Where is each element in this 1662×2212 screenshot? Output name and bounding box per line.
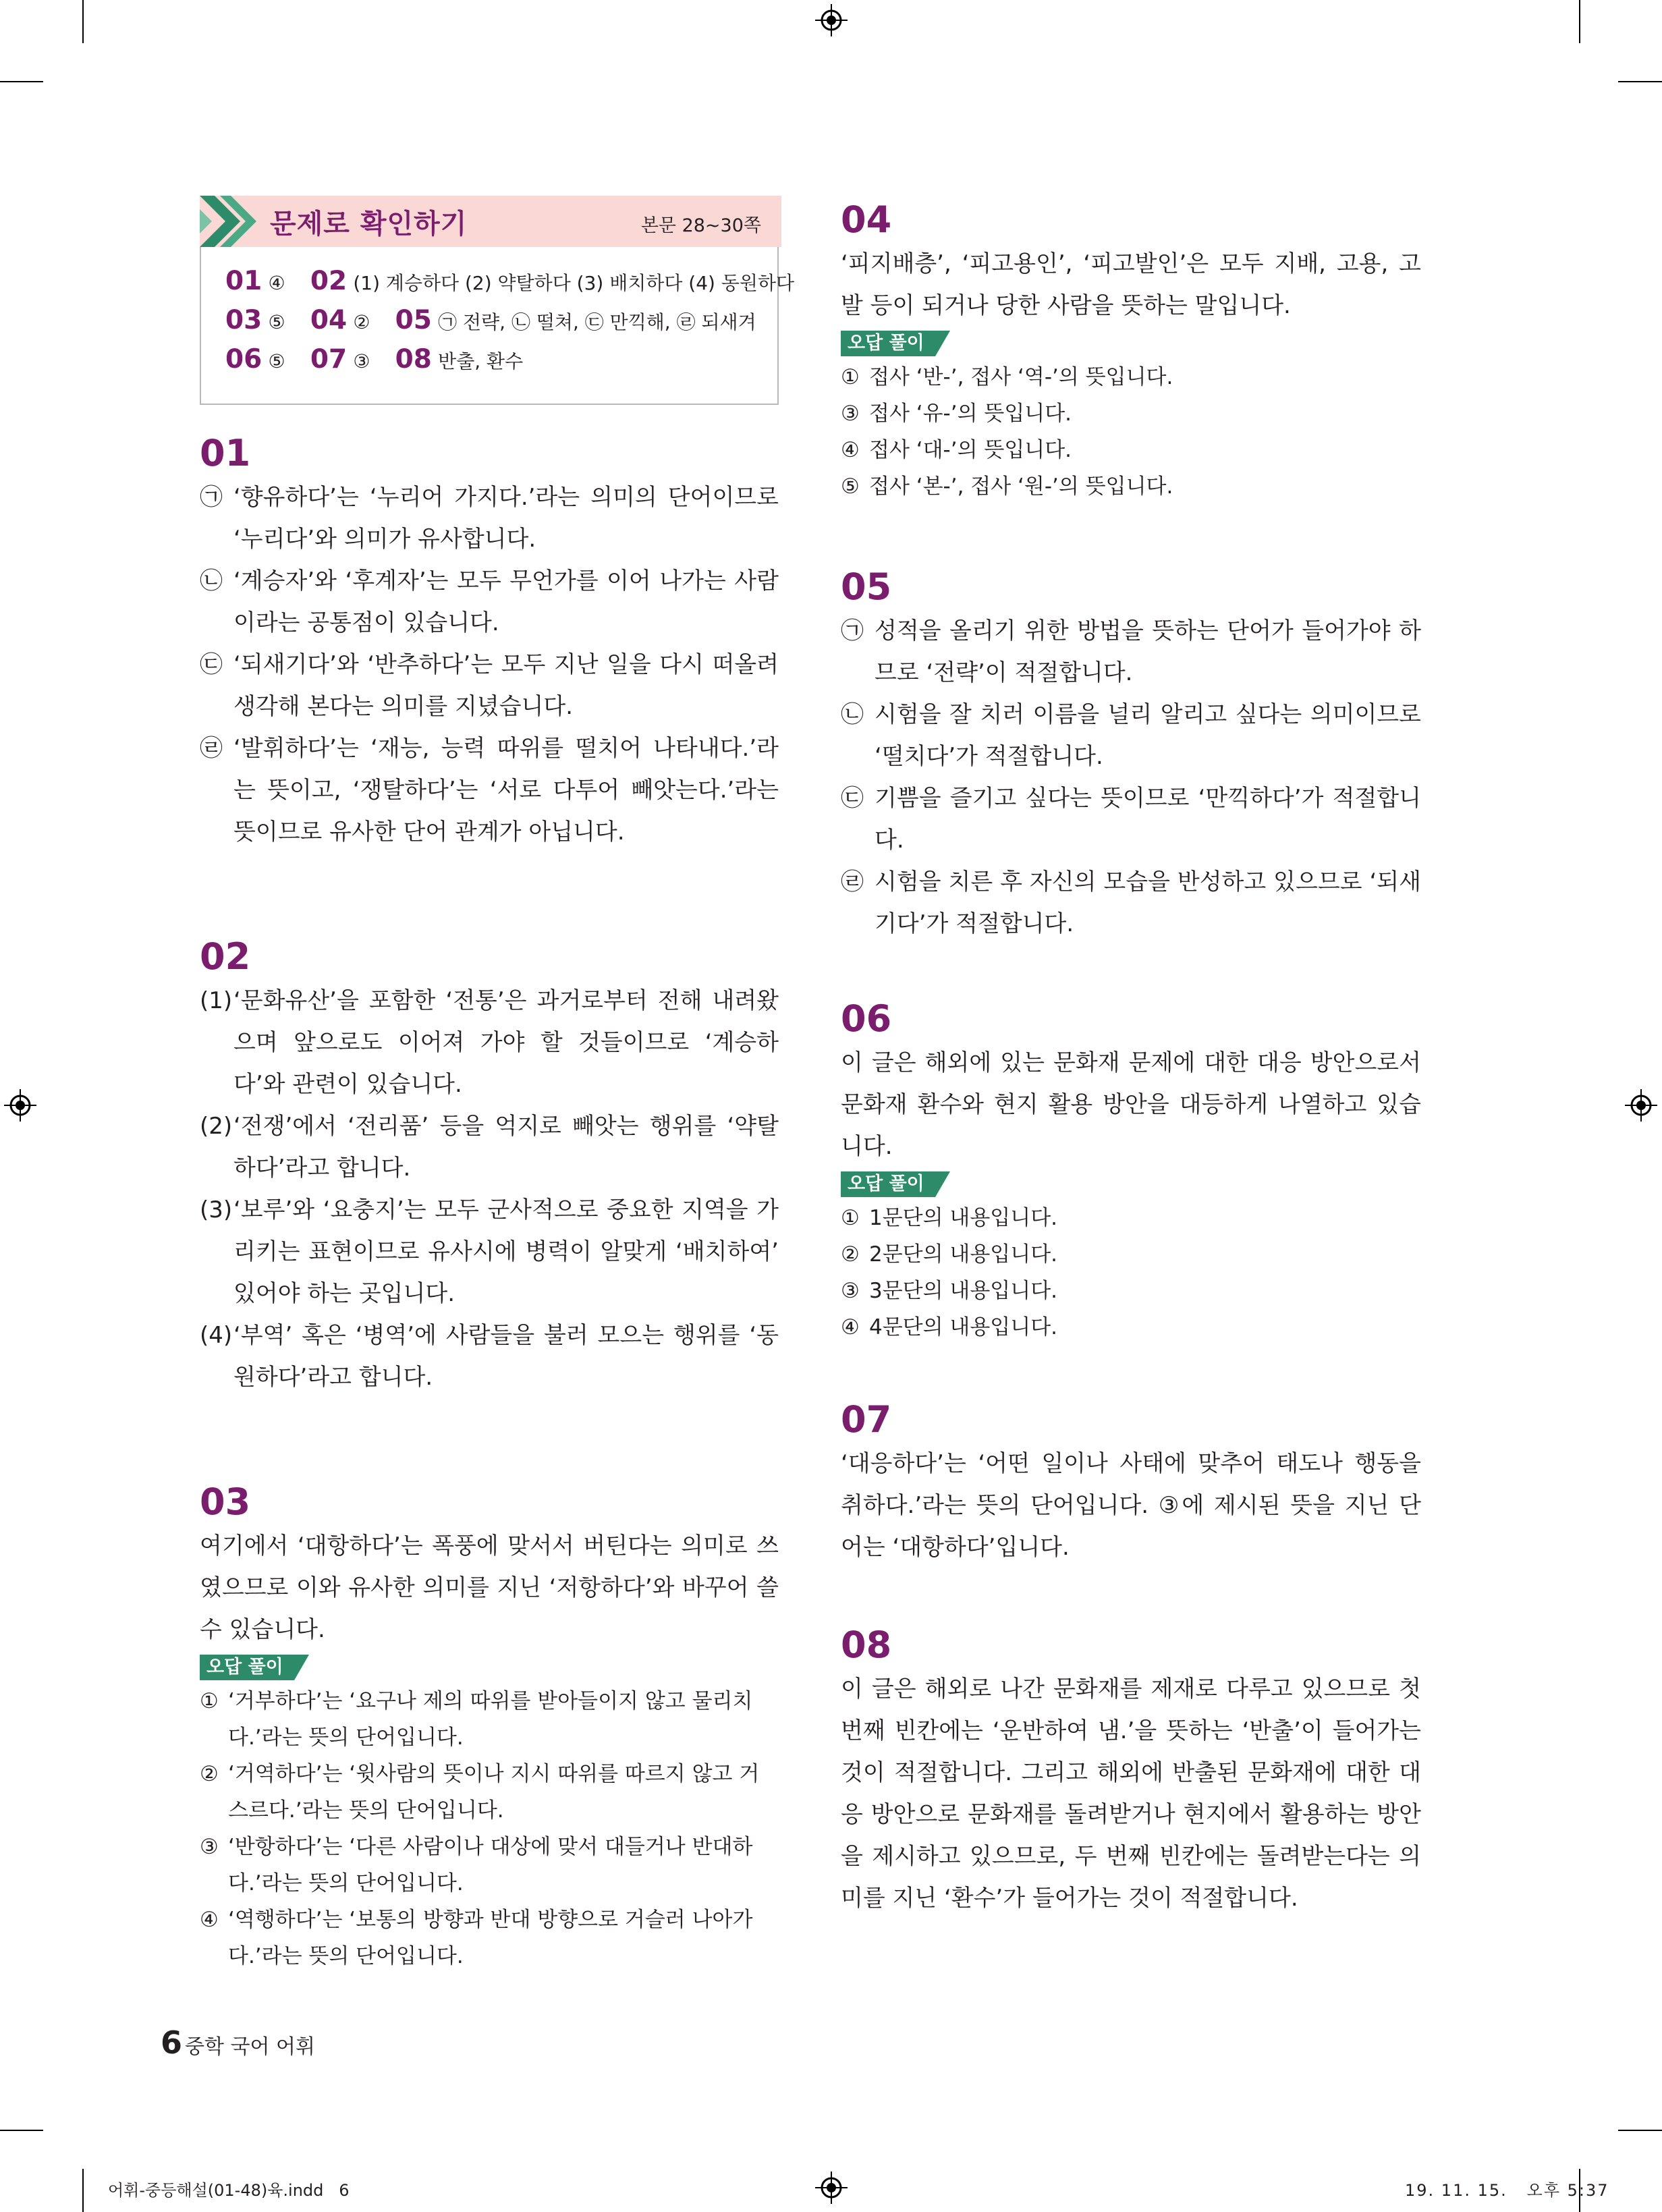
- explanation-text: ‘대응하다’는 ‘어떤 일이나 사태에 맞추어 태도나 행동을 취하다.’라는 뜻의 단어입니다. ③에 제시된 뜻을 지닌 단어는 ‘대항하다’입니다.: [841, 1450, 1421, 1561]
- item-marker: ㉢: [200, 651, 223, 678]
- answer-text: ⑤: [268, 350, 285, 372]
- question-number: 08: [841, 1624, 892, 1666]
- wrong-answer-item: [841, 395, 1421, 432]
- wrong-answer-item: [841, 1273, 1421, 1309]
- item-text: ‘역행하다’는 ‘보통의 방향과 반대 방향으로 거슬러 나아가다.’라는 뜻의 단어입니다.: [228, 1908, 753, 1968]
- summary-line: [225, 305, 813, 344]
- item-text: ‘향유하다’는 ‘누리어 가지다.’라는 의미의 단어이므로 ‘누리다’와 의미가 유사합니다.: [233, 484, 779, 553]
- answer-number: 05: [395, 305, 432, 335]
- item-text: ‘반항하다’는 ‘다른 사람이나 대상에 맞서 대들거나 반대하다.’라는 뜻의 단어입니다.: [228, 1835, 753, 1896]
- item-text: 접사 ‘반-’, 접사 ‘역-’의 뜻입니다.: [869, 365, 1173, 389]
- item-marker: ②: [200, 1762, 219, 1786]
- summary-answer: [225, 344, 285, 375]
- item-marker: ①: [841, 365, 860, 389]
- file-slug: 어휘-중등해설(01-48)육.indd 6: [108, 2181, 350, 2200]
- registration-mark-icon: [815, 4, 848, 36]
- item-text: ‘부역’ 혹은 ‘병역’에 사람들을 불러 모으는 행위를 ‘동원하다’라고 합니다.: [233, 1322, 779, 1391]
- summary-page-ref: 본문 28~30쪽: [640, 215, 761, 236]
- left-column: [200, 196, 795, 1974]
- item-marker: (4): [200, 1322, 233, 1349]
- item-marker: (3): [200, 1196, 233, 1223]
- question-number: 06: [841, 997, 892, 1040]
- answer-summary-box: [200, 196, 795, 405]
- item-text: 1문단의 내용입니다.: [869, 1206, 1057, 1230]
- crop-mark: [0, 81, 43, 82]
- registration-mark-icon: [1625, 1089, 1657, 1122]
- answer-number: 01: [225, 266, 262, 296]
- answer-number: 03: [225, 305, 262, 335]
- question-number: 01: [200, 432, 251, 474]
- summary-line: [225, 266, 813, 305]
- answer-text: 반출, 환수: [438, 350, 524, 372]
- item-text: ‘거부하다’는 ‘요구나 제의 따위를 받아들이지 않고 물리치다.’라는 뜻의 단어입니다.: [228, 1689, 753, 1750]
- explanation-item: [841, 610, 1421, 694]
- item-text: 접사 ‘유-’의 뜻입니다.: [869, 402, 1072, 426]
- summary-answer: [395, 344, 524, 375]
- crop-mark: [1618, 81, 1662, 82]
- item-text: ‘되새기다’와 ‘반추하다’는 모두 지난 일을 다시 떠올려 생각해 본다는 의미를 지녔습니다.: [233, 651, 779, 720]
- item-marker: ㉣: [200, 735, 223, 762]
- item-text: ‘문화유산’을 포함한 ‘전통’은 과거로부터 전해 내려왔으며 앞으로도 이어져 가야 할 것들이므로 ‘계승하다’와 관련이 있습니다.: [233, 987, 779, 1098]
- question-05: [841, 567, 1421, 945]
- explanation-text: 여기에서 ‘대항하다’는 폭풍에 맞서서 버틴다는 의미로 쓰였으므로 이와 유사한 의미를 지닌 ‘저항하다’와 바꾸어 쓸 수 있습니다.: [200, 1532, 779, 1643]
- page-number: 6: [161, 2024, 183, 2061]
- explanation-text: 이 글은 해외에 있는 문화재 문제에 대한 대응 방안으로서 문화재 환수와 현지 활용 방안을 대등하게 나열하고 있습니다.: [841, 1049, 1421, 1160]
- summary-answer: [225, 266, 285, 296]
- item-text: 성적을 올리기 위한 방법을 뜻하는 단어가 들어가야 하므로 ‘전략’이 적절합니다.: [875, 617, 1421, 686]
- wrong-answer-item: [200, 1756, 779, 1829]
- summary-answer: [395, 305, 756, 335]
- timestamp-slug: 19. 11. 15. 오후 5:37: [1405, 2181, 1609, 2200]
- crop-mark: [0, 2130, 43, 2131]
- summary-answer: [310, 344, 370, 375]
- answer-number: 02: [310, 266, 348, 296]
- item-marker: ㉡: [841, 701, 864, 728]
- answer-number: 08: [395, 344, 432, 375]
- wrong-answer-item: [841, 1309, 1421, 1346]
- item-marker: ④: [200, 1908, 219, 1932]
- explanation-item: [200, 980, 779, 1105]
- item-marker: ③: [841, 1279, 860, 1303]
- item-text: 시험을 치른 후 자신의 모습을 반성하고 있으므로 ‘되새기다’가 적절합니다.: [875, 868, 1421, 937]
- answer-text: ㉠ 전략, ㉡ 떨쳐, ㉢ 만끽해, ㉣ 되새겨: [438, 311, 756, 333]
- explanation-item: [200, 476, 779, 560]
- question-06: [841, 999, 1421, 1346]
- explanation-item: [841, 777, 1421, 861]
- item-text: ‘보루’와 ‘요충지’는 모두 군사적으로 중요한 지역을 가리키는 표현이므로 유사시에 병력이 알맞게 ‘배치하여’ 있어야 하는 곳입니다.: [233, 1196, 779, 1307]
- item-text: 4문단의 내용입니다.: [869, 1315, 1057, 1339]
- item-text: 시험을 잘 치러 이름을 널리 알리고 싶다는 의미이므로 ‘떨치다’가 적절합니다.: [875, 701, 1421, 770]
- item-text: ‘거역하다’는 ‘윗사람의 뜻이나 지시 따위를 따르지 않고 거스르다.’라는 뜻의 단어입니다.: [228, 1762, 760, 1823]
- wrong-answer-item: [841, 468, 1421, 505]
- item-marker: ㉡: [200, 568, 223, 595]
- wrong-answer-item: [841, 359, 1421, 395]
- wrong-answer-item: [200, 1902, 779, 1974]
- crop-mark: [1618, 2130, 1662, 2131]
- summary-answer: [225, 305, 285, 335]
- item-marker: ③: [200, 1835, 219, 1859]
- item-text: ‘계승자’와 ‘후계자’는 모두 무언가를 이어 나가는 사람이라는 공통점이 있습니다.: [233, 568, 779, 636]
- answer-text: ②: [353, 311, 370, 333]
- item-marker: ㉢: [841, 785, 864, 812]
- summary-answer: [310, 305, 370, 335]
- answer-number: 07: [310, 344, 348, 375]
- summary-line: [225, 344, 813, 383]
- item-marker: ㉠: [841, 617, 864, 644]
- summary-answer: [310, 266, 795, 296]
- item-marker: ②: [841, 1242, 860, 1267]
- right-column: [841, 200, 1421, 1919]
- wrong-answer-tag: 오답 풀이: [841, 1171, 935, 1197]
- wrong-answer-tag: 오답 풀이: [841, 331, 935, 356]
- item-text: 접사 ‘대-’의 뜻입니다.: [869, 438, 1072, 462]
- item-marker: ③: [841, 402, 860, 426]
- registration-mark-icon: [4, 1089, 36, 1122]
- explanation-item: [200, 1189, 779, 1315]
- explanation-item: [200, 727, 779, 853]
- registration-mark-icon: [815, 2172, 848, 2204]
- explanation-text: 이 글은 해외로 나간 문화재를 제재로 다루고 있으므로 첫 번째 빈칸에는 ‘운반하여 냄.’을 뜻하는 ‘반출’이 들어가는 것이 적절합니다. 그리고 해외에 반출된 문화재에 대한 대응 방안으로 문화재를 돌려받거나 현지에서 활용하는 방안을 제시하고 있으므로, 두 번째 빈칸에는 돌려받는다는 의미를 지닌 ‘환수’가 들어가는 것이 적절합니다.: [841, 1676, 1421, 1912]
- item-marker: ④: [841, 1315, 860, 1339]
- explanation-text: ‘피지배층’, ‘피고용인’, ‘피고발인’은 모두 지배, 고용, 고발 등이 되거나 당한 사람을 뜻하는 말입니다.: [841, 250, 1421, 319]
- question-01: [200, 433, 779, 853]
- answer-text: ③: [353, 350, 370, 372]
- item-marker: (1): [200, 987, 233, 1014]
- item-marker: ①: [200, 1689, 219, 1713]
- question-number: 02: [200, 935, 251, 978]
- answer-number: 04: [310, 305, 348, 335]
- answer-number: 06: [225, 344, 262, 375]
- book-title: 중학 국어 어휘: [185, 2035, 315, 2059]
- answer-summary-header: [200, 196, 781, 247]
- item-marker: ④: [841, 438, 860, 462]
- question-number: 05: [841, 565, 892, 608]
- item-marker: ①: [841, 1206, 860, 1230]
- question-number: 07: [841, 1398, 892, 1441]
- item-text: 3문단의 내용입니다.: [869, 1279, 1057, 1303]
- explanation-item: [841, 694, 1421, 777]
- crop-mark: [82, 0, 84, 43]
- explanation-item: [200, 560, 779, 644]
- crop-mark: [1579, 0, 1580, 43]
- wrong-answer-item: [841, 432, 1421, 468]
- wrong-answer-item: [200, 1683, 779, 1756]
- answer-text: ④: [268, 272, 285, 294]
- item-text: 접사 ‘본-’, 접사 ‘원-’의 뜻입니다.: [869, 474, 1173, 499]
- item-marker: ㉠: [200, 484, 223, 511]
- summary-title: 문제로 확인하기: [270, 209, 468, 240]
- question-number: 03: [200, 1481, 251, 1523]
- explanation-item: [200, 1315, 779, 1398]
- answer-text: ⑤: [268, 311, 285, 333]
- wrong-answer-item: [841, 1236, 1421, 1273]
- explanation-item: [200, 644, 779, 727]
- item-marker: ㉣: [841, 868, 864, 895]
- question-02: [200, 937, 779, 1398]
- question-03: [200, 1482, 779, 1974]
- summary-answers: [225, 266, 813, 383]
- question-number: 04: [841, 198, 892, 241]
- wrong-answer-item: [841, 1200, 1421, 1236]
- crop-mark: [82, 2169, 84, 2212]
- wrong-answer-item: [200, 1829, 779, 1902]
- question-08: [841, 1625, 1421, 1919]
- explanation-item: [200, 1105, 779, 1189]
- explanation-item: [841, 861, 1421, 945]
- answer-text: (1) 계승하다 (2) 약탈하다 (3) 배치하다 (4) 동원하다: [353, 272, 795, 294]
- item-text: ‘전쟁’에서 ‘전리품’ 등을 억지로 빼앗는 행위를 ‘약탈하다’라고 합니다.: [233, 1113, 779, 1182]
- question-07: [841, 1400, 1421, 1568]
- item-text: ‘발휘하다’는 ‘재능, 능력 따위를 떨치어 나타내다.’라는 뜻이고, ‘쟁탈하다’는 ‘서로 다투어 빼앗는다.’라는 뜻이므로 유사한 단어 관계가 아닙니다.: [233, 735, 779, 846]
- question-04: [841, 200, 1421, 505]
- item-marker: (2): [200, 1113, 233, 1140]
- wrong-answer-tag: 오답 풀이: [200, 1655, 294, 1680]
- item-text: 기쁨을 즐기고 싶다는 뜻이므로 ‘만끽하다’가 적절합니다.: [875, 785, 1421, 854]
- item-text: 2문단의 내용입니다.: [869, 1242, 1057, 1267]
- stripe-decoration-icon: [200, 196, 267, 247]
- item-marker: ⑤: [841, 474, 860, 499]
